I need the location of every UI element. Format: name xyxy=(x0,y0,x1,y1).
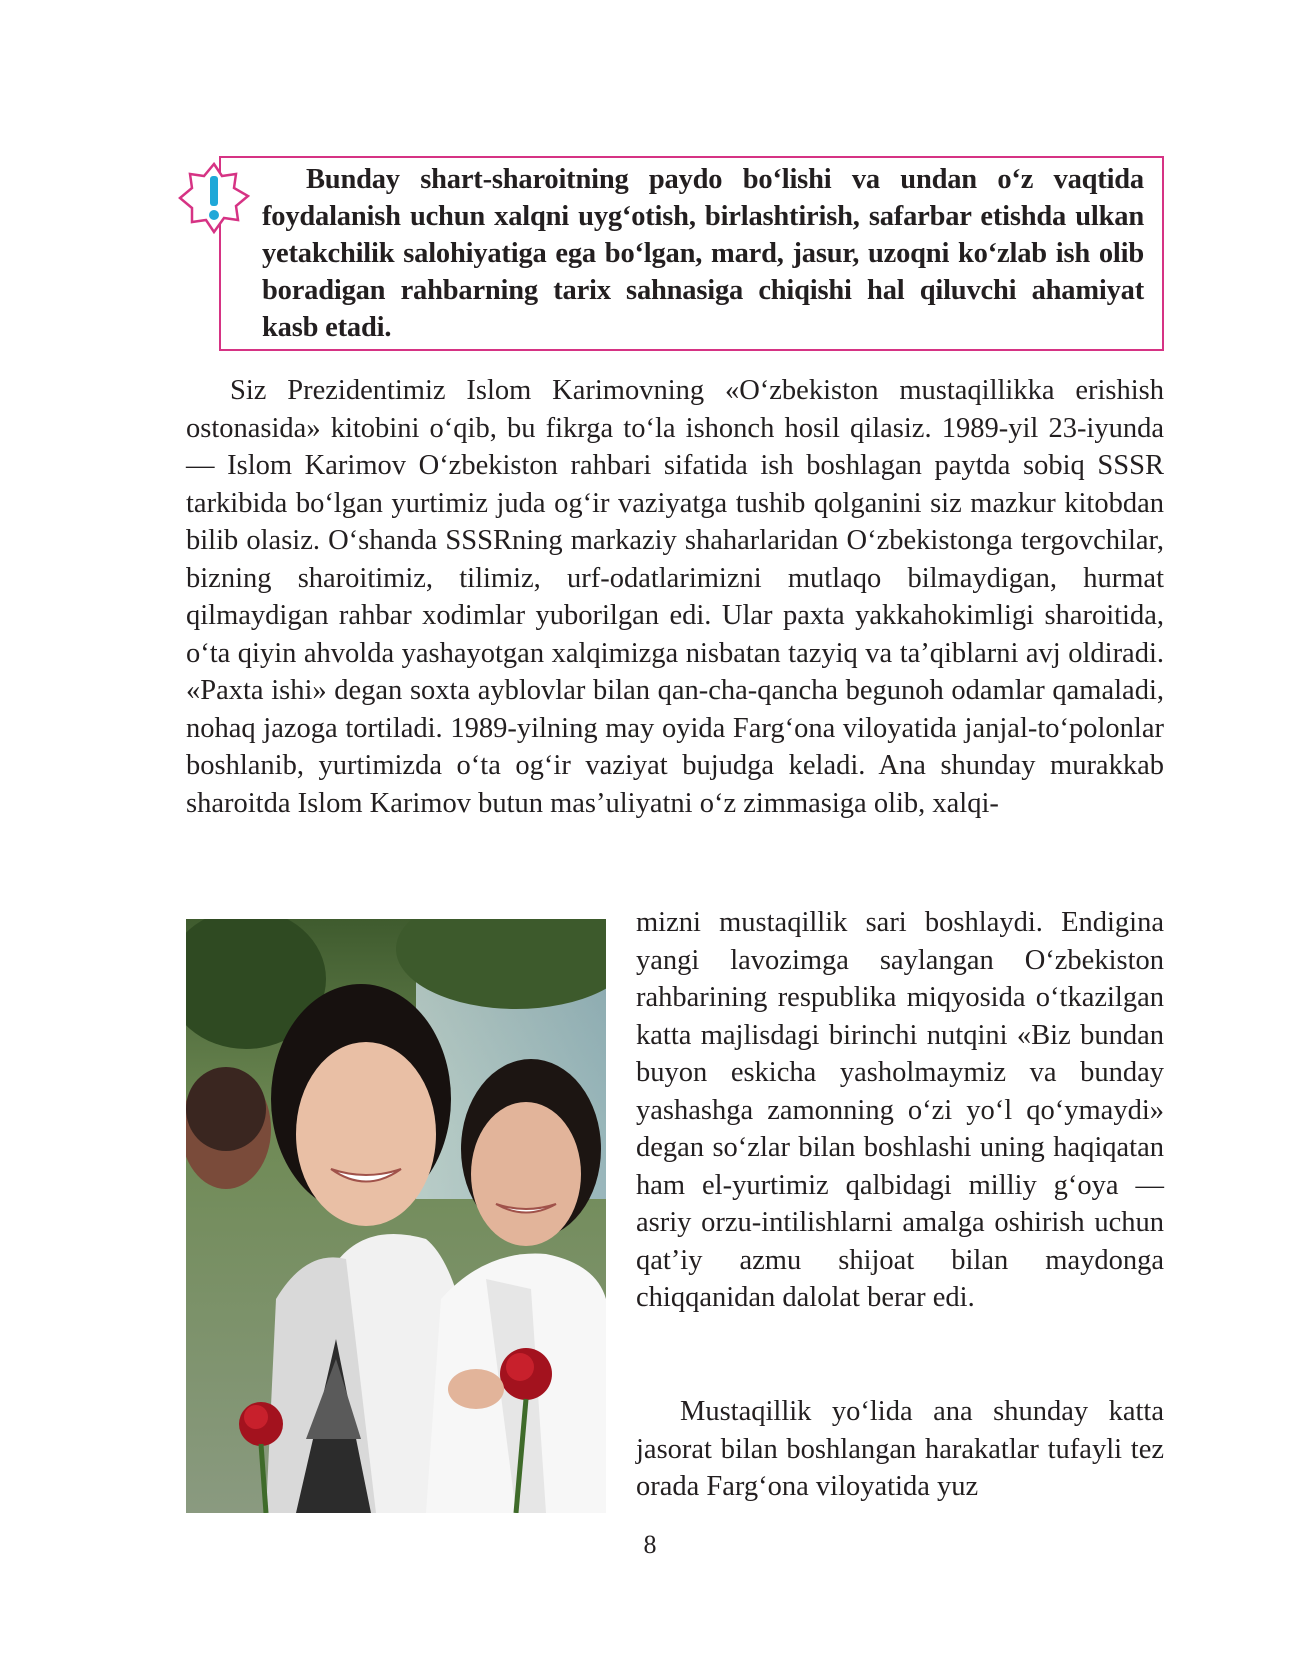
body-paragraph-2: Mustaqillik yo‘lida ana shunday katta jasorat bilan boshlangan harakatlar tufayli tez orada Farg‘ona viloyatida yuz xyxy=(636,1396,1164,1502)
exclamation-star-icon xyxy=(178,162,250,234)
page-number: 8 xyxy=(643,1530,657,1559)
callout-text: Bunday shart-sharoitning paydo bo‘lishi va undan o‘z vaqtida foydalanish uchun xalqni uyg‘otish, birlashtirish, safarbar etishda ulkan yetakchilik salohiyatiga ega bo‘lgan, mard, jasur, uzoqni ko‘zlab ish olib boradigan rahbarning tarix sahnasiga chiqishi hal qiluvchi ahamiyat kasb etadi. xyxy=(262,164,1144,343)
body-paragraph-1: Siz Prezidentimiz Islom Karimovning «O‘zbekiston mustaqillikka erishish ostonasida» kitobini o‘qib, bu fikrga to‘la ishonch hosil qilasiz. 1989-yil 23-iyunda — Islom Karimov O‘zbekiston rahbari sifatida ish boshlagan paytda sobiq SSSR tarkibida bo‘lgan yurtimiz juda og‘ir vaziyatga tushib qolganini siz mazkur kitobdan bilib olasiz. O‘shanda SSSRning markaziy shaharlaridan O‘zbekistonga tergovchilar, bizning sharoitimiz, tilimiz, urf-odatlarimizni mutlaqo bilmaydigan, hurmat qilmaydigan rahbar xodimlar yuborilgan edi. Ular paxta yakkahokimligi sharoitida, o‘ta qiyin ahvolda yashayotgan xalqimizga nisbatan tazyiq va ta’qiblarni avj oldiradi. «Paxta ishi» degan soxta ayblovlar bilan qan-cha-qancha begunoh odamlar qamaladi, nohaq jazoga tortiladi. 1989-yilning may oyida Farg‘ona viloyatida janjal-to‘polonlar boshlanib, yurtimizda o‘ta og‘ir vaziyat bujudga keladi. Ana shunday murakkab sharoitda Islom Karimov butun mas’uliyatni o‘z zimmasiga olib, xalqi- xyxy=(186,375,1164,819)
body-paragraph-1-continuation: mizni mustaqillik sari boshlaydi. Endigina yangi lavozimga saylangan O‘zbekiston rahbarining respublika miqyosida o‘tkazilgan katta majlisdagi birinchi nutqini «Biz bundan buyon eskicha yasholmaymiz va bunday yashashga zamonning o‘zi yo‘l qo‘ymaydi» degan so‘zlar bilan boshlashi uning haqiqatan ham el-yurtimiz qalbidagi milliy g‘oya — asriy orzu-intilishlarni amalga oshirish uchun qat’iy azmu shijoat bilan maydonga chiqqanidan dalolat berar edi. xyxy=(636,907,1164,1313)
photo-smiling-girls xyxy=(186,919,606,1513)
photo-illustration xyxy=(186,919,606,1513)
